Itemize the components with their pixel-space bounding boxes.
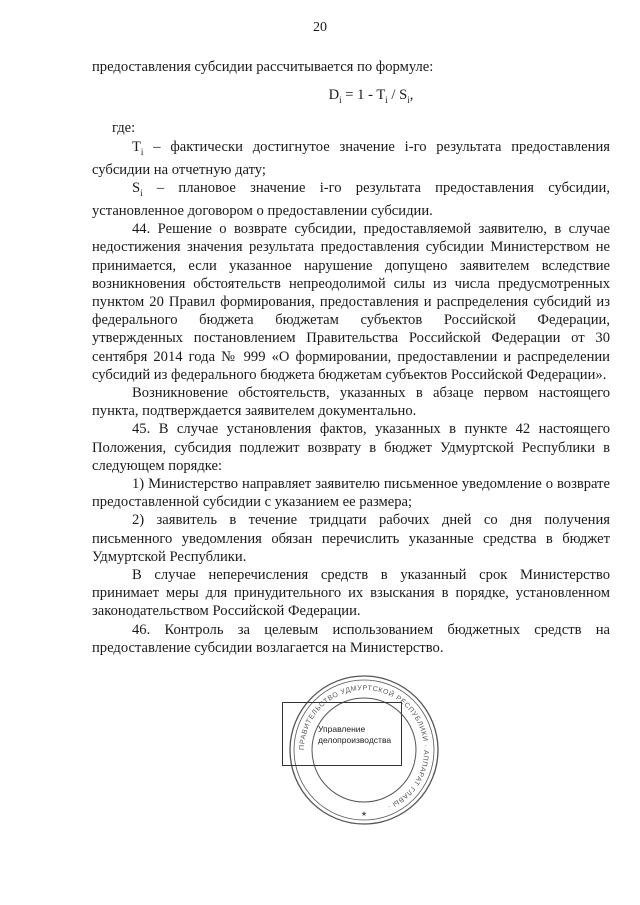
where-label: где: [112,120,136,137]
stamp-ring-text: ПРАВИТЕЛЬСТВО УДМУРТСКОЙ РЕСПУБЛИКИ · АППАРАТ ГЛАВЫ · [298,684,430,811]
paragraph-46: 46. Контроль за целевым использованием бюджетных средств на предоставление субсидии возлагается на Министерство. [92,621,610,656]
document-body [92,58,610,657]
paragraph-44-second: Возникновение обстоятельств, указанных в абзаце первом настоящего пункта, подтверждается заявителем документально. [92,384,610,420]
definition-s: $S_i$ – плановое значение i-го результата предоставления субсидии, установленное договором о предоставлении субсидии. [92,179,610,219]
paragraph-45-second: В случае неперечисления средств в указанный срок Министерство принимает меры для принудительного их взыскания в порядке, установленном законодательством Российской Федерации. [92,567,610,620]
paragraph-45: 45. В случае установления фактов, указанных в пункте 42 настоящего Положения, субсидия подлежит возврату в бюджет Удмуртской Республики в следующем порядке: [92,421,610,474]
paragraph-intro: предоставления субсидии рассчитывается по формуле: [92,59,434,75]
stamp-label: Управление делопроизводства [318,724,392,745]
page-number: 20 [313,20,327,35]
paragraph-45-item-1: 1) Министерство направляет заявителю письменное уведомление о возврате предоставленной субсидии с указанием ее размера; [92,475,610,511]
definition-t: $T_i$ – фактически достигнутое значение i-го результата предоставления субсидии на отчетную дату; [92,138,610,178]
formula: $D_i = 1 - T_i / S_i$, [328,87,414,106]
paragraph-44: 44. Решение о возврате субсидии, предоставляемой заявителю, в случае недостижения значения результата предоставления субсидии Министерством не принимается, если указанное нарушение допущено заявителем вследствие возникновения обстоятельств непреодолимой силы из числа предусмотренных пунктом 20 Правил формирования, предоставления и распределения субсидий из федерального бюджета бюджетам субъектов Российской Федерации, утвержденных постановлением Правительства Российской Федерации от 30 сентября 2014 года № 999 «О формировании, предоставлении и распределении субсидий из федерального бюджета бюджетам субъектов Российской Федерации». [92,221,610,383]
paragraph-45-item-2: 2) заявитель в течение тридцати рабочих дней со дня получения письменного уведомления обязан перечислить указанные средства в бюджет Удмуртской Республики. [92,512,610,565]
svg-text:★: ★ [360,811,368,818]
